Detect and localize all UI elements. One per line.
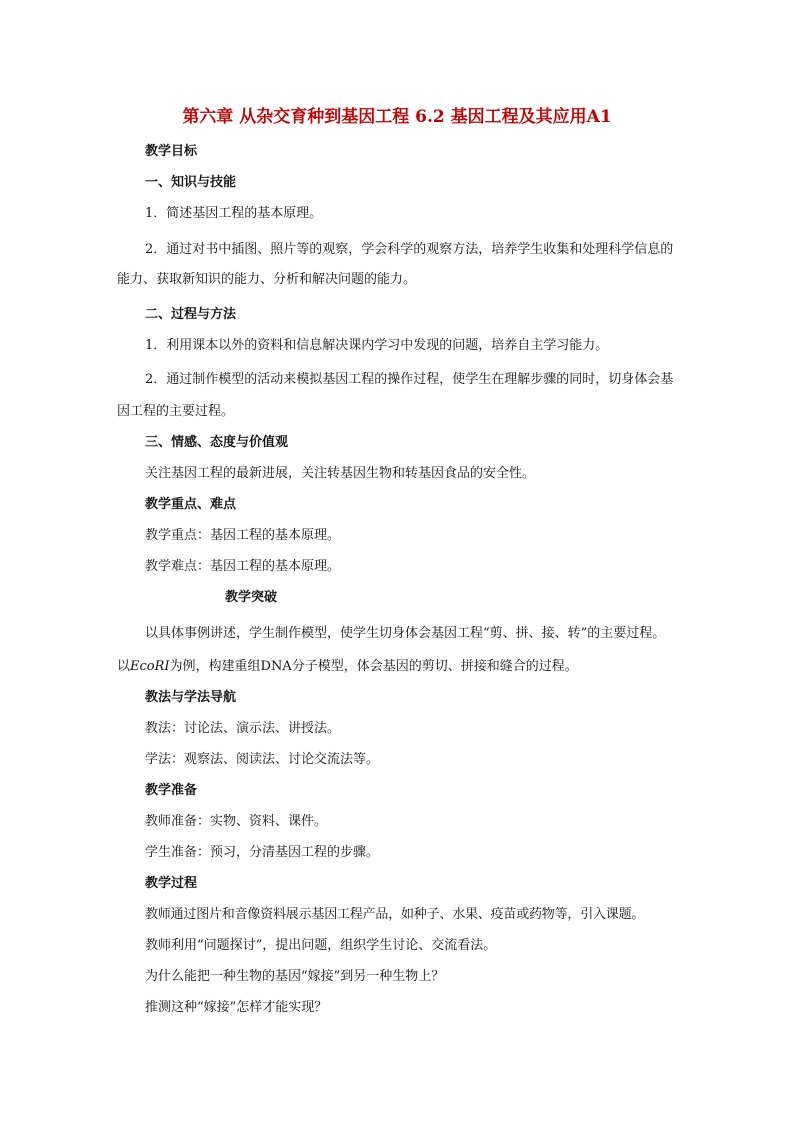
paragraph-p2: 2．通过制作模型的活动来模拟基因工程的操作过程，使学生在理解步骤的同时，切身体会基因工程的主要过程。 xyxy=(117,372,674,419)
heading-emotion: 三、情感、态度与价值观 xyxy=(145,435,289,450)
paragraph-f2: 教师利用“问题探讨”，提出问题，组织学生讨论、交流看法。 xyxy=(145,938,497,953)
paragraph-f3: 为什么能把一种生物的基因“嫁接”到另一种生物上？ xyxy=(145,969,445,984)
paragraph-key1: 教学重点：基因工程的基本原理。 xyxy=(145,528,341,543)
document-body xyxy=(117,142,677,1018)
paragraph-k1: 1．简述基因工程的基本原理。 xyxy=(145,206,323,221)
paragraph-e1: 关注基因工程的最新进展，关注转基因生物和转基因食品的安全性。 xyxy=(145,466,536,481)
breakthrough-text-a: 以具体事例讲述，学生制作模型，使学生切身体会基因工程“剪、拼、接、转”的主要过程。以 xyxy=(117,626,666,674)
heading-process-flow: 教学过程 xyxy=(145,876,198,891)
enzyme-name: EcoRI xyxy=(130,659,170,674)
paragraph-prep2: 学生准备：预习，分清基因工程的步骤。 xyxy=(145,845,380,860)
heading-knowledge: 一、知识与技能 xyxy=(145,175,237,190)
breakthrough-text-b: 为例，构建重组DNA分子模型，体会基因的剪切、拼接和缝合的过程。 xyxy=(169,659,578,674)
paragraph-f4: 推测这种“嫁接”怎样才能实现？ xyxy=(145,1000,328,1015)
paragraph-f1: 教师通过图片和音像资料展示基因工程产品，如种子、水果、疫苗或药物等，引入课题。 xyxy=(145,907,645,922)
paragraph-key2: 教学难点：基因工程的基本原理。 xyxy=(145,559,341,574)
paragraph-p1: 1．利用课本以外的资料和信息解决课内学习中发现的问题，培养自主学习能力。 xyxy=(145,338,609,353)
heading-key-points: 教学重点、难点 xyxy=(145,497,237,512)
paragraph-prep1: 教师准备：实物、资料、课件。 xyxy=(145,814,328,829)
paragraph-m2: 学法：观察法、阅读法、讨论交流法等。 xyxy=(145,752,380,767)
heading-objectives: 教学目标 xyxy=(145,144,198,159)
heading-methods: 教法与学法导航 xyxy=(145,690,237,705)
paragraph-breakthrough xyxy=(117,617,677,683)
paragraph-k2: 2．通过对书中插图、照片等的观察，学会科学的观察方法，培养学生收集和处理科学信息的能力、获取新知识的能力、分析和解决问题的能力。 xyxy=(117,242,674,287)
heading-process: 二、过程与方法 xyxy=(145,307,237,322)
paragraph-m1: 教法：讨论法、演示法、讲授法。 xyxy=(145,721,341,736)
heading-preparation: 教学准备 xyxy=(145,783,198,798)
heading-breakthrough: 教学突破 xyxy=(225,590,278,605)
document-title: 第六章 从杂交育种到基因工程 6.2 基因工程及其应用A1 xyxy=(182,107,612,127)
